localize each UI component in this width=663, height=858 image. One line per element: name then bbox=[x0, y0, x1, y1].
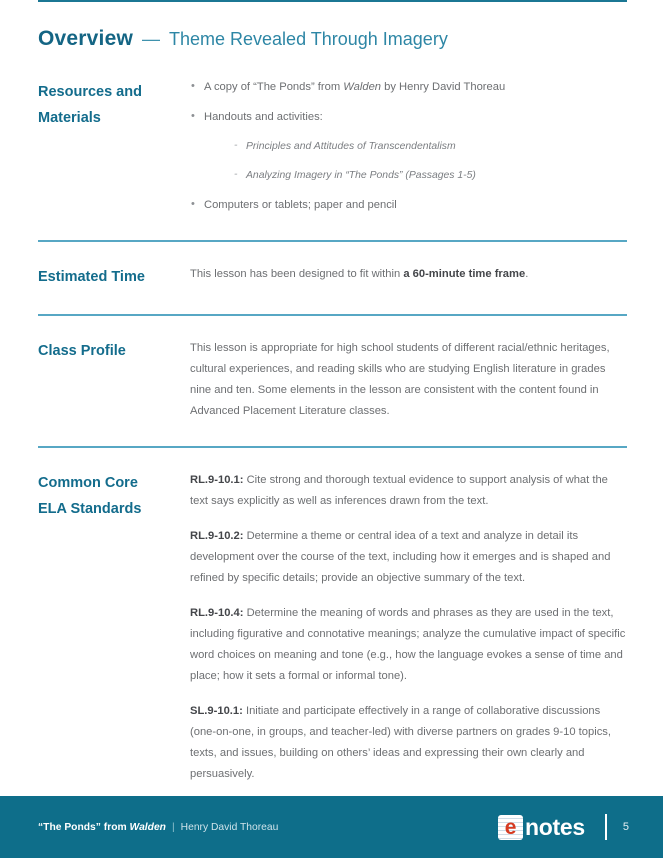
standard-code: RL.9-10.2: bbox=[190, 530, 244, 542]
section-body-class-profile bbox=[190, 338, 627, 422]
enotes-logo-e-icon: e bbox=[498, 815, 523, 840]
footer-branding bbox=[498, 814, 629, 841]
estimated-time-pre: This lesson has been designed to fit within bbox=[190, 268, 404, 280]
footer-author: Henry David Thoreau bbox=[180, 821, 279, 833]
section-label-standards bbox=[38, 470, 190, 522]
estimated-time-bold: a 60-minute time frame bbox=[403, 268, 526, 280]
resources-item2-label: Handouts and activities: bbox=[204, 111, 323, 123]
enotes-logo[interactable] bbox=[498, 814, 585, 841]
spacer bbox=[38, 214, 627, 240]
divider-top bbox=[38, 0, 627, 2]
section-estimated-time bbox=[38, 264, 627, 290]
standard-item bbox=[190, 701, 627, 785]
section-label-class-profile: Class Profile bbox=[38, 343, 126, 359]
list-item: - Principles and Attitudes of Transcendentalism bbox=[234, 139, 627, 155]
section-label-standards-line1: Common Core bbox=[38, 475, 138, 491]
section-body-estimated-time bbox=[190, 264, 627, 285]
standard-text: Cite strong and thorough textual evidence to support analysis of what the text says explicitly as well as inferences drawn from the text. bbox=[190, 474, 608, 507]
estimated-time-post: . bbox=[525, 268, 529, 280]
list-item: - Analyzing Imagery in “The Ponds” (Passages 1-5) bbox=[234, 168, 627, 184]
list-item bbox=[190, 109, 627, 184]
standard-text: Determine the meaning of words and phrases as they are used in the text, including figurative and connotative meanings; analyze the cumulative impact of specific word choices on meaning and tone (e.g., how the language evokes a sense of time and place; how it sets a formal or informal tone). bbox=[190, 607, 626, 682]
page-number: 5 bbox=[622, 821, 629, 833]
class-profile-text: This lesson is appropriate for high school students of different racial/ethnic heritages, cultural experiences, and reading skills who are studying English literature in grades nine and ten. Some elements in the lesson are consistent with the content found in Advanced Placement Literature classes. bbox=[190, 342, 610, 417]
section-label-resources-line2: Materials bbox=[38, 110, 101, 126]
page-title-main: Overview bbox=[38, 27, 133, 50]
resources-item1-title: Walden bbox=[343, 81, 382, 93]
spacer bbox=[38, 316, 627, 338]
resources-item1-post: by Henry David Thoreau bbox=[381, 81, 506, 93]
standard-item bbox=[190, 603, 627, 687]
footer-title-pre: “The Ponds” from bbox=[38, 821, 130, 833]
resources-bullet-list bbox=[190, 79, 627, 214]
section-common-core-standards bbox=[38, 470, 627, 785]
section-label-standards-line2: ELA Standards bbox=[38, 501, 142, 517]
standard-item bbox=[190, 526, 627, 589]
spacer bbox=[38, 290, 627, 314]
standard-code: SL.9-10.1: bbox=[190, 705, 243, 717]
list-item: • Computers or tablets; paper and pencil bbox=[190, 197, 627, 214]
section-resources-and-materials bbox=[38, 79, 627, 214]
standard-item bbox=[190, 470, 627, 512]
standard-text: Determine a theme or central idea of a text and analyze in detail its development over the course of the text, including how it emerges and is shaped and refined by specific details; provide an objective summary of the text. bbox=[190, 530, 611, 584]
footer-title-work: Walden bbox=[129, 821, 166, 833]
spacer bbox=[38, 422, 627, 446]
section-body-standards bbox=[190, 470, 627, 785]
section-label-estimated-time: Estimated Time bbox=[38, 269, 145, 285]
standard-text: Initiate and participate effectively in a range of collaborative discussions (one-on-one, in groups, and teacher-led) with diverse partners on grades 9-10 topics, texts, and issues, building on others’ ideas and expressing their own clearly and persuasively. bbox=[190, 705, 612, 780]
spacer bbox=[38, 448, 627, 470]
section-label-resources bbox=[38, 79, 190, 131]
page-title-subtitle: Theme Revealed Through Imagery bbox=[169, 29, 448, 49]
resources-sub-list bbox=[204, 139, 627, 184]
resources-item1-pre: A copy of “The Ponds” from bbox=[204, 81, 344, 93]
page-title-dash: — bbox=[142, 29, 160, 49]
footer-separator: | bbox=[171, 821, 175, 833]
standard-code: RL.9-10.1: bbox=[190, 474, 244, 486]
section-label-resources-line1: Resources and bbox=[38, 84, 142, 100]
estimated-time-text bbox=[190, 264, 627, 285]
page-content bbox=[38, 0, 627, 785]
spacer bbox=[38, 242, 627, 264]
section-body-resources bbox=[190, 79, 627, 214]
footer-citation bbox=[38, 822, 278, 833]
page-title bbox=[38, 27, 627, 51]
footer-vertical-divider bbox=[605, 814, 607, 840]
section-class-profile bbox=[38, 338, 627, 422]
page-footer bbox=[0, 796, 663, 858]
standard-code: RL.9-10.4: bbox=[190, 607, 244, 619]
enotes-logo-wordmark: notes bbox=[525, 813, 585, 840]
list-item bbox=[190, 79, 627, 96]
